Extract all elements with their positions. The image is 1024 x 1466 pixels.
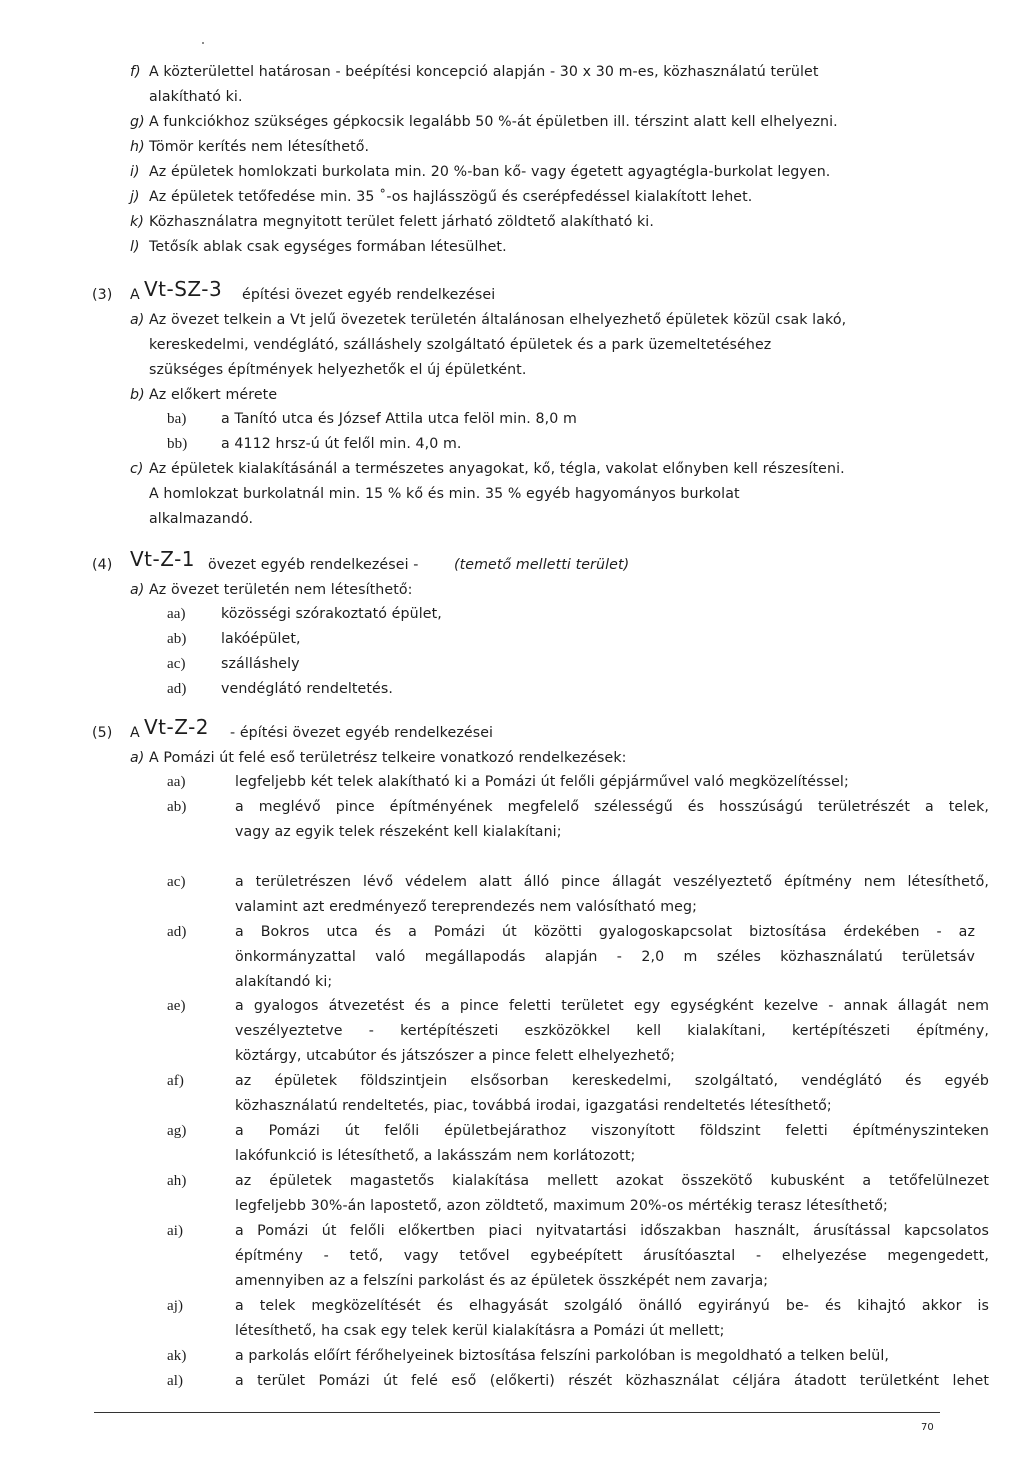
- paragraph-line: A közterülettel határosan - beépítési koncepció alapján - 30 x 30 m-es, közhasználatú terület: [149, 64, 819, 80]
- subitem-label: ad): [167, 681, 187, 697]
- paragraph-line: a Tanító utca és József Attila utca felöl min. 8,0 m: [221, 411, 577, 427]
- paragraph-line: köztárgy, utcabútor és játszószer a pince felett elhelyezhető;: [235, 1048, 676, 1064]
- item-label: b): [130, 387, 145, 403]
- scan-speck: [202, 42, 204, 44]
- section-title: övezet egyéb rendelkezései -: [208, 557, 419, 573]
- paragraph-line: Az épületek tetőfedése min. 35 ˚-os hajlásszögű és cserépfedéssel kialakított lehet.: [149, 189, 753, 205]
- zone-code: Vt-SZ-3: [144, 277, 223, 301]
- item-label: j): [130, 189, 140, 205]
- paragraph-line: Az épületek homlokzati burkolata min. 20 %-ban kő- vagy égetett agyagtégla-burkolat legyen.: [149, 164, 831, 180]
- paragraph-line: önkormányzattal való megállapodás alapján - 2,0 m széles közhasználatú területsáv: [235, 949, 975, 965]
- paragraph-line: alakítandó ki;: [235, 974, 333, 990]
- paragraph-line: a Pomázi út felőli előkertben piaci nyitvatartási időszakban használt, árusítással kapcsolatos: [235, 1223, 989, 1239]
- paragraph-line: a terület Pomázi út felé eső (előkerti) részét közhasználat céljára átadott területként lehet: [235, 1373, 989, 1389]
- section-prefix: A: [130, 725, 140, 741]
- paragraph-line: a meglévő pince építményének megfelelő szélességű és hosszúságú területrészét a telek,: [235, 799, 989, 815]
- page-number: 70: [921, 1422, 934, 1433]
- item-label: a): [130, 582, 145, 598]
- subitem-label: ai): [167, 1223, 184, 1239]
- paragraph-line: Tömör kerítés nem létesíthető.: [149, 139, 370, 155]
- paragraph-line: a gyalogos átvezetést és a pince feletti területet egy egységként kezelve - annak állagát nem: [235, 998, 989, 1014]
- paragraph-line: lakófunkció is létesíthető, a lakásszám nem korlátozott;: [235, 1148, 636, 1164]
- footer-rule: [94, 1412, 940, 1413]
- subitem-label: ag): [167, 1123, 187, 1139]
- subitem-label: ak): [167, 1348, 187, 1364]
- section-title: építési övezet egyéb rendelkezései: [242, 287, 496, 303]
- paragraph-line: amennyiben az a felszíni parkolást és az épületek összképét nem zavarja;: [235, 1273, 769, 1289]
- item-label: k): [130, 214, 144, 230]
- paragraph-line: szükséges építmények helyezhetők el új épületként.: [149, 362, 527, 378]
- subitem-label: ah): [167, 1173, 187, 1189]
- paragraph-line: Az épületek kialakításánál a természetes anyagokat, kő, tégla, vakolat előnyben kell részesíteni.: [149, 461, 845, 477]
- section-number: (4): [92, 557, 113, 573]
- paragraph-line: Közhasználatra megnyitott terület felett járható zöldtető alakítható ki.: [149, 214, 654, 230]
- zone-code: Vt-Z-1: [130, 547, 196, 571]
- item-label: i): [130, 164, 140, 180]
- subitem-label: aa): [167, 606, 186, 622]
- item-label: a): [130, 750, 145, 766]
- paragraph-line: a Pomázi út felőli épületbejárathoz viszonyított földszint feletti építményszinteken: [235, 1123, 989, 1139]
- list-item: közösségi szórakoztató épület,: [221, 606, 442, 622]
- paragraph-line: az épületek magastetős kialakítása mellett azokat összekötő kubusként a tetőfelülnezet: [235, 1173, 989, 1189]
- subitem-label: ae): [167, 998, 186, 1014]
- list-item: szálláshely: [221, 656, 300, 672]
- item-label: c): [130, 461, 144, 477]
- paragraph-line: A homlokzat burkolatnál min. 15 % kő és min. 35 % egyéb hagyományos burkolat: [149, 486, 740, 502]
- subitem-label: al): [167, 1373, 184, 1389]
- paragraph-line: a 4112 hrsz-ú út felől min. 4,0 m.: [221, 436, 462, 452]
- paragraph-line: a parkolás előírt férőhelyeinek biztosítása felszíni parkolóban is megoldható a telken belül,: [235, 1348, 889, 1364]
- subitem-label: ad): [167, 924, 187, 940]
- list-item: lakóépület,: [221, 631, 301, 647]
- paragraph-line: kereskedelmi, vendéglátó, szálláshely szolgáltató épületek és a park üzemeltetéséhez: [149, 337, 772, 353]
- paragraph-line: veszélyeztetve - kertépítészeti eszközökkel kell kialakítani, kertépítészeti építmény,: [235, 1023, 989, 1039]
- subitem-label: ab): [167, 631, 187, 647]
- item-label: a): [130, 312, 145, 328]
- item-label: h): [130, 139, 145, 155]
- paragraph-line: Tetősík ablak csak egységes formában létesülhet.: [149, 239, 507, 255]
- zone-code: Vt-Z-2: [144, 715, 210, 739]
- paragraph-line: legfeljebb 30%-án lapostető, azon zöldtető, maximum 20%-os mértékig terasz létesíthető;: [235, 1198, 888, 1214]
- subitem-label: ac): [167, 656, 186, 672]
- paragraph-line: az épületek földszintjein elsősorban kereskedelmi, szolgáltató, vendéglátó és egyéb: [235, 1073, 989, 1089]
- section-note: (temető melletti terület): [454, 557, 630, 573]
- subitem-label: ab): [167, 799, 187, 815]
- paragraph-line: a Bokros utca és a Pomázi út közötti gyalogoskapcsolat biztosítása érdekében - az: [235, 924, 975, 940]
- section-title: - építési övezet egyéb rendelkezései: [230, 725, 494, 741]
- subitem-label: aj): [167, 1298, 184, 1314]
- subitem-label: bb): [167, 436, 188, 452]
- paragraph-line: vagy az egyik telek részeként kell kialakítani;: [235, 824, 562, 840]
- paragraph-line: valamint azt eredményező tereprendezés nem valósítható meg;: [235, 899, 697, 915]
- paragraph-line: Az övezet telkein a Vt jelű övezetek területén általánosan elhelyezhető épületek közül csak lakó,: [149, 312, 847, 328]
- paragraph-line: A Pomázi út felé eső területrész telkeire vonatkozó rendelkezések:: [149, 750, 627, 766]
- paragraph-line: létesíthető, ha csak egy telek kerül kialakításra a Pomázi út mellett;: [235, 1323, 725, 1339]
- subitem-label: ba): [167, 411, 187, 427]
- item-label: f): [130, 64, 141, 80]
- section-prefix: A: [130, 287, 140, 303]
- subitem-label: ac): [167, 874, 186, 890]
- item-label: g): [130, 114, 145, 130]
- section-number: (5): [92, 725, 113, 741]
- paragraph-line: legfeljebb két telek alakítható ki a Pomázi út felőli gépjárművel való megközelítéssel;: [235, 774, 849, 790]
- item-label: l): [130, 239, 140, 255]
- paragraph-line: építmény - tető, vagy tetővel egybeépített árusítóasztal - elhelyezése megengedett,: [235, 1248, 989, 1264]
- section-number: (3): [92, 287, 113, 303]
- paragraph-line: a területrészen lévő védelem alatt álló pince állagát veszélyeztető építmény nem létesíthető,: [235, 874, 989, 890]
- subitem-label: af): [167, 1073, 184, 1089]
- paragraph-line: Az előkert mérete: [149, 387, 278, 403]
- paragraph-line: A funkciókhoz szükséges gépkocsik legalább 50 %-át épületben ill. térszint alatt kell elhelyezni.: [149, 114, 838, 130]
- paragraph-line: alakítható ki.: [149, 89, 243, 105]
- list-item: vendéglátó rendeltetés.: [221, 681, 393, 697]
- paragraph-line: közhasználatú rendeltetés, piac, továbbá irodai, igazgatási rendeltetés létesíthető;: [235, 1098, 832, 1114]
- paragraph-line: Az övezet területén nem létesíthető:: [149, 582, 413, 598]
- paragraph-line: a telek megközelítését és elhagyását szolgáló önálló egyirányú be- és kihajtó akkor is: [235, 1298, 989, 1314]
- subitem-label: aa): [167, 774, 186, 790]
- paragraph-line: alkalmazandó.: [149, 511, 254, 527]
